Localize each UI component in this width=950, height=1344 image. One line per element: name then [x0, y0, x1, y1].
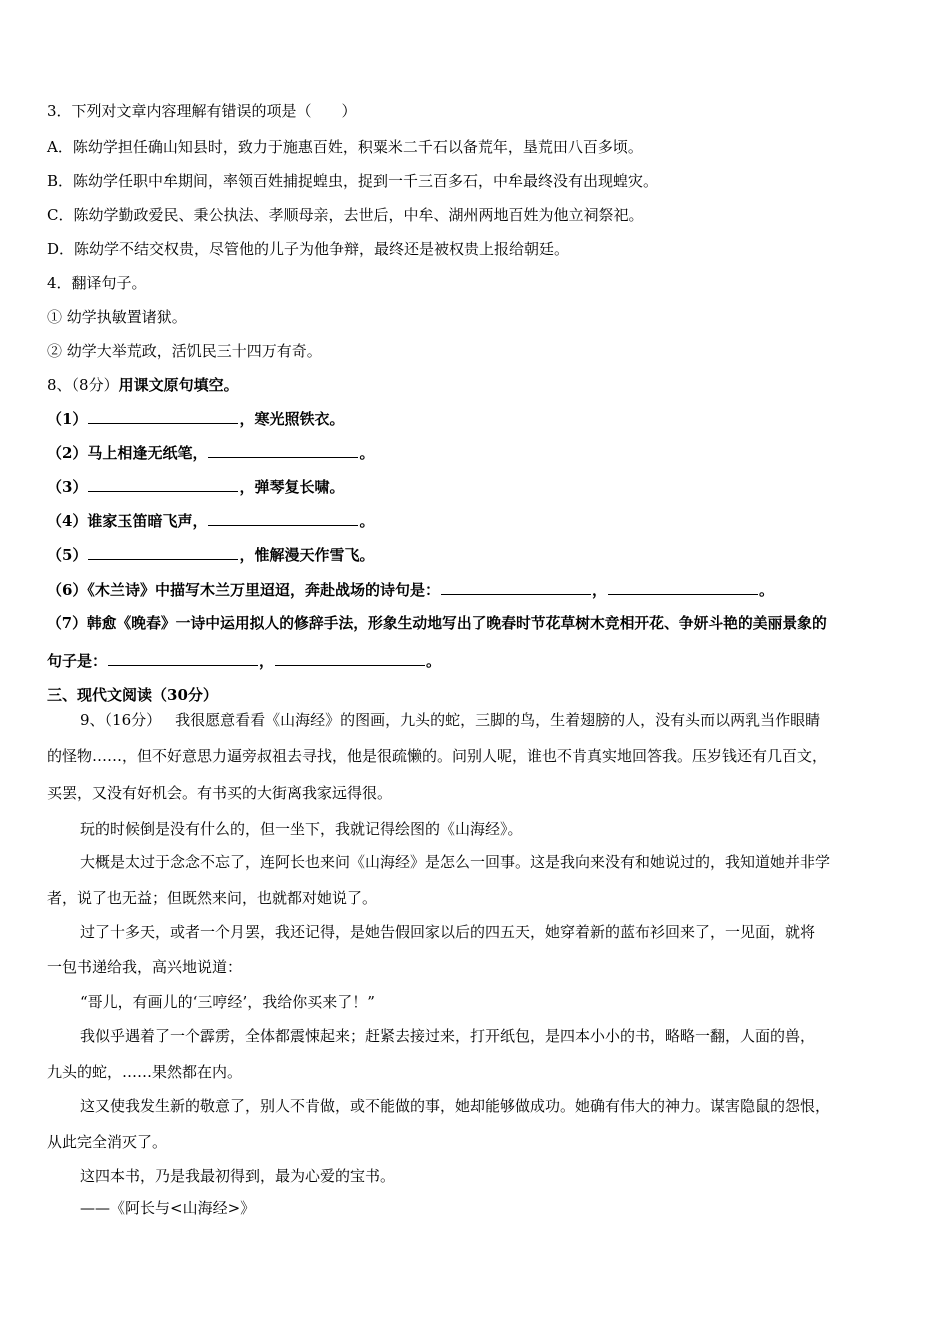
- q8-item-2: （2）马上相逢无纸笔， 。: [47, 444, 375, 462]
- passage-source: ——《阿长与<山海经>》: [80, 1199, 256, 1217]
- answer-blank[interactable]: [208, 511, 358, 526]
- q4-item-1: ① 幼学执敏置诸狱。: [47, 308, 187, 326]
- q3-stem: 3．下列对文章内容理解有错误的项是（ ）: [47, 102, 357, 120]
- q8-item-7-line2: 句子是： ， 。: [47, 652, 442, 670]
- q8-instruction: 用课文原句填空。: [118, 376, 239, 394]
- q8-item-1: （1） ，寒光照铁衣。: [47, 410, 345, 428]
- passage-line: “哥儿，有画儿的‘三哼经’，我给你买来了！”: [80, 993, 375, 1011]
- passage-line: 者，说了也无益；但既然来问，也就都对她说了。: [47, 889, 378, 907]
- passage-line: 过了十多天，或者一个月罢，我还记得，是她告假回家以后的四五天，她穿着新的蓝布衫回来了，一见面，就将: [80, 923, 816, 941]
- answer-blank[interactable]: [275, 651, 425, 666]
- q8-item-7-line1: （7）韩愈《晚春》一诗中运用拟人的修辞手法，形象生动地写出了晚春时节花草树木竞相开花、争妍斗艳的美丽景象的: [47, 615, 827, 632]
- answer-blank[interactable]: [441, 580, 591, 595]
- passage-line: 9、（16分） 我很愿意看看《山海经》的图画，九头的蛇，三脚的鸟，生着翅膀的人，没有头而以两乳当作眼睛: [80, 711, 821, 729]
- q8-item-3: （3） ，弹琴复长啸。: [47, 478, 345, 496]
- q8-item-5: （5） ，惟解漫天作雪飞。: [47, 546, 375, 564]
- answer-blank[interactable]: [208, 443, 358, 458]
- answer-blank[interactable]: [88, 545, 238, 560]
- passage-line: 这又使我发生新的敬意了，别人不肯做，或不能做的事，她却能够做成功。她确有伟大的神力。谋害隐鼠的怨恨，: [80, 1097, 831, 1115]
- passage-line: 九头的蛇，……果然都在内。: [47, 1063, 243, 1081]
- passage-line: 的怪物……，但不好意思力逼旁叔祖去寻找，他是很疏懒的。问别人呢，谁也不肯真实地回答我。压岁钱还有几百文，: [47, 747, 828, 765]
- answer-blank[interactable]: [608, 580, 758, 595]
- passage-line: 从此完全消灭了。: [47, 1133, 168, 1151]
- q3-option-a: A．陈幼学担任确山知县时，致力于施惠百姓，积粟米二千石以备荒年，垦荒田八百多顷。: [47, 138, 643, 156]
- q8-number: 8、（8分）: [47, 376, 119, 394]
- q3-option-c: C．陈幼学勤政爱民、秉公执法、孝顺母亲，去世后，中牟、湖州两地百姓为他立祠祭祀。: [47, 206, 644, 224]
- passage-line: 我似乎遇着了一个霹雳，全体都震悚起来；赶紧去接过来，打开纸包，是四本小小的书，略略一翻，人面的兽，: [80, 1027, 816, 1045]
- q9-number: 9、（16分）: [80, 711, 162, 729]
- passage-line: 玩的时候倒是没有什么的，但一坐下，我就记得绘图的《山海经》。: [80, 820, 523, 838]
- answer-blank[interactable]: [88, 409, 238, 424]
- answer-blank[interactable]: [88, 477, 238, 492]
- q4-stem: 4．翻译句子。: [47, 274, 147, 292]
- passage-line: 这四本书，乃是我最初得到，最为心爱的宝书。: [80, 1167, 396, 1185]
- passage-line: 大概是太过于念念不忘了，连阿长也来问《山海经》是怎么一回事。这是我向来没有和她说过的，我知道她并非学: [80, 853, 831, 871]
- passage-line: 买罢，又没有好机会。有书买的大街离我家远得很。: [47, 784, 393, 802]
- q3-option-b: B．陈幼学任职中牟期间，率领百姓捕捉蝗虫，捉到一千三百多石，中牟最终没有出现蝗灾。: [47, 172, 659, 190]
- q8-item-4: （4）谁家玉笛暗飞声， 。: [47, 512, 375, 530]
- answer-blank[interactable]: [108, 651, 258, 666]
- q8-header: [47, 375, 239, 395]
- section3-title: 三、现代文阅读（30分）: [47, 686, 218, 704]
- q8-item-6: （6）《木兰诗》中描写木兰万里迢迢，奔赴战场的诗句是： ， 。: [47, 581, 774, 599]
- q4-item-2: ② 幼学大举荒政，活饥民三十四万有奇。: [47, 342, 322, 360]
- q3-option-d: D．陈幼学不结交权贵，尽管他的儿子为他争辩，最终还是被权贵上报给朝廷。: [47, 240, 570, 258]
- passage-line: 一包书递给我，高兴地说道：: [47, 958, 243, 976]
